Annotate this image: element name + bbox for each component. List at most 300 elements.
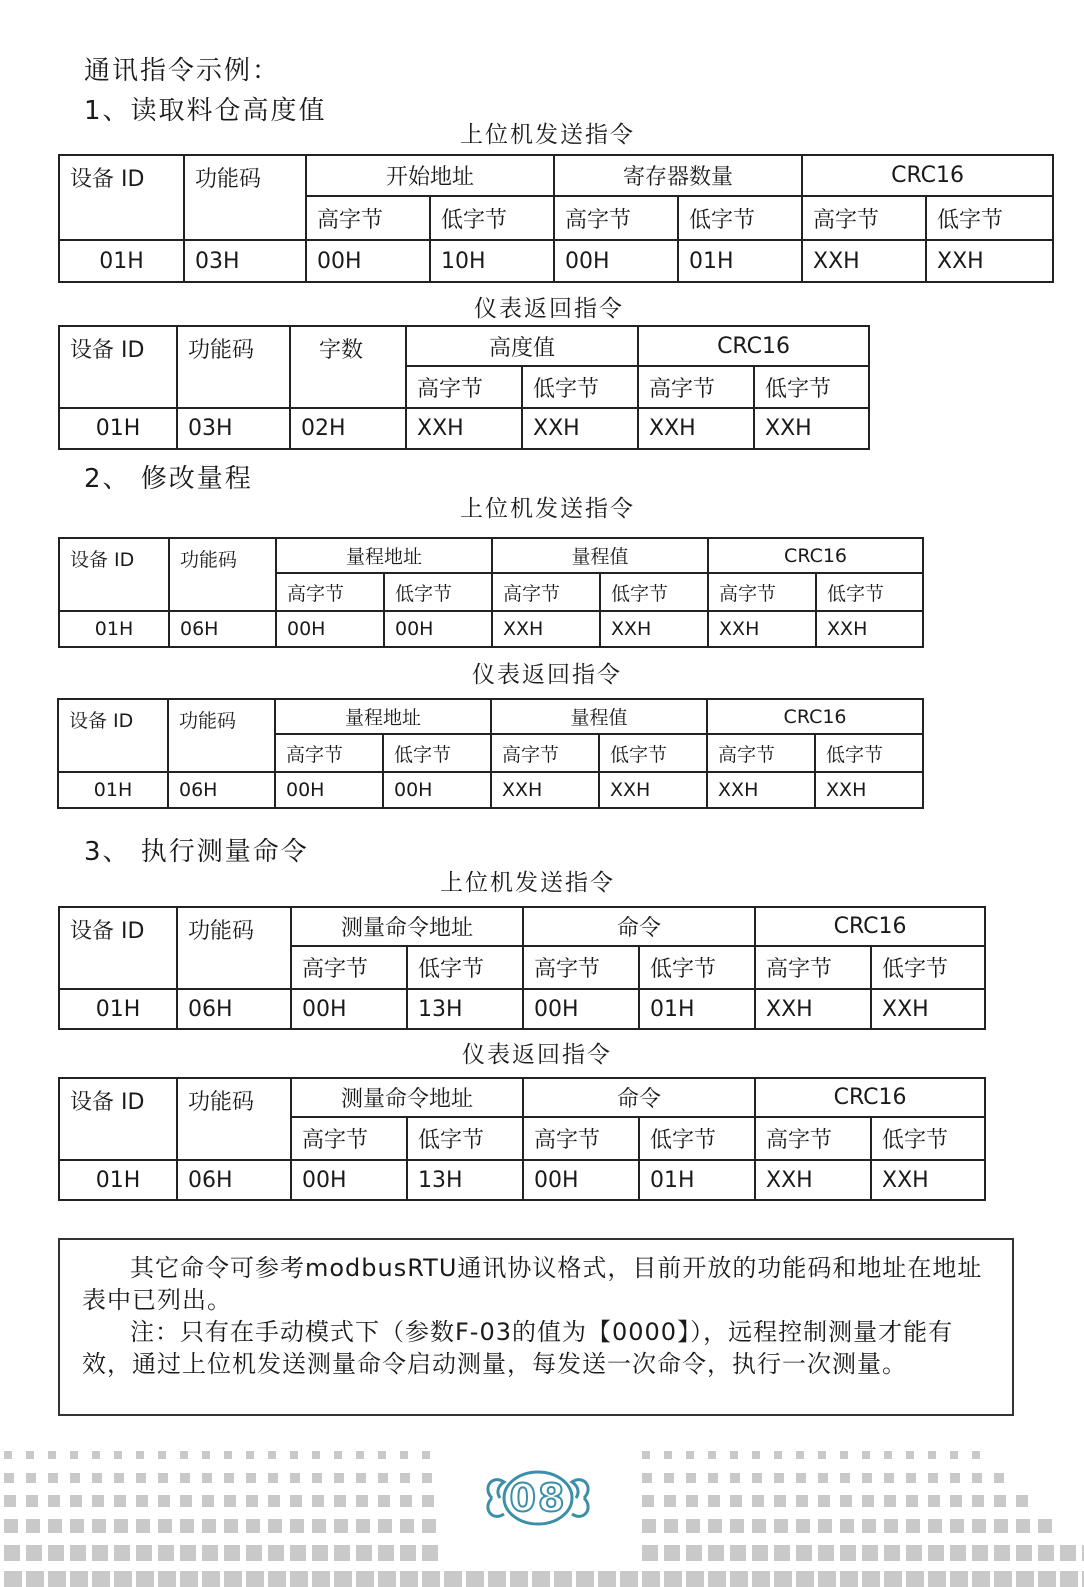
footer-dot <box>796 1451 804 1459</box>
section-1-send-caption: 上位机发送指令 <box>460 122 635 148</box>
header-low-byte: 低字节 <box>754 366 869 408</box>
footer-dot <box>862 1519 876 1533</box>
footer-dot <box>268 1571 286 1587</box>
footer-dot <box>4 1473 14 1483</box>
cell-value: 00H <box>554 240 678 282</box>
cell-value: XXH <box>802 240 926 282</box>
footer-dot <box>202 1451 210 1459</box>
header-high-byte: 高字节 <box>492 573 600 611</box>
footer-dot <box>180 1519 194 1533</box>
footer-dot <box>312 1451 320 1459</box>
footer-dot <box>246 1495 258 1507</box>
footer-dot <box>334 1451 342 1459</box>
footer-dot <box>818 1571 836 1587</box>
header-function-code: 功能码 <box>168 699 275 772</box>
footer-dot <box>906 1545 922 1561</box>
cell-value: 01H <box>59 611 169 647</box>
page-number: 08 <box>509 1476 567 1520</box>
cell-value: XXH <box>491 772 599 808</box>
footer-dot <box>136 1519 150 1533</box>
header-low-byte: 低字节 <box>871 1117 985 1160</box>
cell-value: 01H <box>59 408 177 449</box>
header-high-byte: 高字节 <box>523 946 639 989</box>
cell-value: XXH <box>522 408 638 449</box>
footer-dot <box>906 1473 916 1483</box>
footer-dot <box>400 1519 414 1533</box>
footer-dot <box>158 1571 176 1587</box>
header-high-byte: 高字节 <box>755 946 871 989</box>
footer-dot <box>4 1451 12 1459</box>
header-device-id: 设备 ID <box>59 907 177 989</box>
footer-dot <box>994 1473 1004 1483</box>
footer-dot <box>664 1473 674 1483</box>
footer-dot <box>356 1451 364 1459</box>
header-high-byte: 高字节 <box>291 946 407 989</box>
section-1-heading: 1、读取料仓高度值 <box>84 96 327 126</box>
header-group: CRC16 <box>708 538 923 573</box>
footer-dot <box>730 1545 746 1561</box>
footer-dot <box>70 1473 80 1483</box>
footer-dot <box>884 1451 892 1459</box>
cell-value: XXH <box>492 611 600 647</box>
footer-dot <box>400 1571 418 1587</box>
section-2-heading: 2、 修改量程 <box>84 464 253 494</box>
footer-dot <box>708 1571 726 1587</box>
footer-dot <box>686 1519 700 1533</box>
footer-dot <box>224 1473 234 1483</box>
header-low-byte: 低字节 <box>384 573 492 611</box>
footer-dot <box>950 1545 966 1561</box>
footer-dot <box>972 1519 986 1533</box>
footer-dot <box>180 1473 190 1483</box>
footer-dot <box>598 1571 616 1587</box>
footer-dot <box>928 1495 940 1507</box>
section-2-send-table <box>58 537 924 648</box>
header-device-id: 设备 ID <box>59 155 184 240</box>
footer-dot <box>752 1495 764 1507</box>
footer-dot <box>466 1571 484 1587</box>
footer-dot <box>334 1473 344 1483</box>
header-group: 寄存器数量 <box>554 155 802 196</box>
footer-dot <box>312 1495 324 1507</box>
header-word-count: 字数 <box>290 326 406 408</box>
footer-dot <box>862 1473 872 1483</box>
footer-dot <box>136 1495 148 1507</box>
footer-dot <box>796 1571 814 1587</box>
footer-dot <box>928 1451 936 1459</box>
cell-value: 00H <box>291 989 407 1029</box>
footer-dot <box>642 1495 654 1507</box>
footer-dot <box>796 1519 810 1533</box>
footer-dot <box>642 1473 652 1483</box>
footer-dot <box>708 1451 716 1459</box>
footer-dot <box>202 1545 218 1561</box>
footer-dot <box>70 1545 86 1561</box>
header-function-code: 功能码 <box>177 907 291 989</box>
header-group: 测量命令地址 <box>291 907 523 946</box>
footer-dot <box>796 1495 808 1507</box>
footer-dot <box>840 1519 854 1533</box>
footer-dot <box>70 1495 82 1507</box>
footer-dot <box>246 1451 254 1459</box>
footer-dot <box>950 1519 964 1533</box>
footer-dot <box>752 1451 760 1459</box>
cell-value: 01H <box>639 989 755 1029</box>
footer-dot <box>26 1495 38 1507</box>
header-low-byte: 低字节 <box>815 734 923 772</box>
cell-value: 01H <box>59 240 184 282</box>
footer-dot <box>136 1571 154 1587</box>
cell-value: XXH <box>600 611 708 647</box>
header-group: 命令 <box>523 907 755 946</box>
footer-dot <box>950 1473 960 1483</box>
cell-value: 03H <box>184 240 306 282</box>
cell-value: XXH <box>815 772 923 808</box>
cell-value: XXH <box>926 240 1053 282</box>
footer-dot <box>158 1451 166 1459</box>
footer-dot <box>818 1545 834 1561</box>
header-group: CRC16 <box>638 326 869 366</box>
footer-dot <box>92 1473 102 1483</box>
footer-dot <box>708 1495 720 1507</box>
footer-dot <box>26 1519 40 1533</box>
footer-dot <box>180 1545 196 1561</box>
footer-dot <box>158 1473 168 1483</box>
footer-dot <box>884 1519 898 1533</box>
cell-value: 13H <box>407 989 523 1029</box>
footer-dot <box>730 1473 740 1483</box>
footer-dot <box>620 1571 638 1587</box>
header-group: CRC16 <box>707 699 923 734</box>
cell-value: 06H <box>177 989 291 1029</box>
section-1-reply-table <box>58 325 870 450</box>
footer-dot <box>92 1495 104 1507</box>
header-low-byte: 低字节 <box>522 366 638 408</box>
footer-dot <box>136 1545 152 1561</box>
cell-value: XXH <box>755 989 871 1029</box>
footer-dot <box>334 1519 348 1533</box>
cell-value: 00H <box>384 611 492 647</box>
footer-dot <box>92 1519 106 1533</box>
cell-value: XXH <box>406 408 522 449</box>
section-3-heading: 3、 执行测量命令 <box>84 837 309 867</box>
header-high-byte: 高字节 <box>638 366 754 408</box>
footer-dot <box>862 1451 870 1459</box>
footer-dot <box>862 1495 874 1507</box>
footer-dot <box>202 1571 220 1587</box>
footer-dot <box>422 1495 434 1507</box>
cell-value: 02H <box>290 408 406 449</box>
page-title: 通讯指令示例： <box>84 56 281 86</box>
section-2-reply-table <box>57 698 924 809</box>
footer-dot <box>158 1495 170 1507</box>
header-high-byte: 高字节 <box>306 196 430 240</box>
footer-dot <box>114 1473 124 1483</box>
footer-dot <box>884 1545 900 1561</box>
header-low-byte: 低字节 <box>383 734 491 772</box>
footer-dot <box>994 1495 1006 1507</box>
footer-dot <box>840 1571 858 1587</box>
cell-value: XXH <box>871 989 985 1029</box>
footer-dot <box>378 1571 396 1587</box>
footer-dot <box>510 1571 528 1587</box>
cell-value: XXH <box>871 1160 985 1200</box>
footer-dot <box>488 1571 506 1587</box>
header-high-byte: 高字节 <box>707 734 815 772</box>
header-group: 开始地址 <box>306 155 554 196</box>
footer-dot <box>224 1571 242 1587</box>
footer-dot <box>950 1451 958 1459</box>
footer-dot <box>862 1571 880 1587</box>
footer-dot <box>994 1519 1008 1533</box>
footer-dot <box>268 1473 278 1483</box>
footer-dot <box>268 1519 282 1533</box>
footer-dot <box>708 1519 722 1533</box>
footer-dot <box>26 1545 42 1561</box>
footer-dot <box>642 1451 650 1459</box>
footer-dot <box>378 1451 386 1459</box>
header-device-id: 设备 ID <box>59 326 177 408</box>
footer-dot <box>400 1473 410 1483</box>
footer-dot <box>686 1495 698 1507</box>
footer-dot <box>378 1519 392 1533</box>
footer-dot <box>400 1545 416 1561</box>
header-device-id: 设备 ID <box>59 538 169 611</box>
footer-dot <box>114 1519 128 1533</box>
cell-value: 01H <box>59 989 177 1029</box>
footer-dot <box>642 1519 656 1533</box>
section-3-send-caption: 上位机发送指令 <box>440 870 615 896</box>
section-1-reply-caption: 仪表返回指令 <box>474 296 624 322</box>
footer-dot <box>1038 1519 1052 1533</box>
footer-dot <box>686 1451 694 1459</box>
cell-value: 06H <box>169 611 276 647</box>
page-number-badge <box>478 1458 598 1538</box>
footer-dot <box>26 1451 34 1459</box>
header-low-byte: 低字节 <box>430 196 554 240</box>
cell-value: 10H <box>430 240 554 282</box>
footer-dot <box>378 1495 390 1507</box>
footer-dot <box>246 1473 256 1483</box>
footer-dot <box>862 1545 878 1561</box>
footer-dot <box>290 1571 308 1587</box>
section-1-send-table <box>58 154 1054 283</box>
section-2-send-caption: 上位机发送指令 <box>460 496 635 522</box>
footer-dot <box>202 1519 216 1533</box>
cell-value: 03H <box>177 408 290 449</box>
header-high-byte: 高字节 <box>291 1117 407 1160</box>
footer-dot <box>334 1571 352 1587</box>
footer-dot <box>48 1571 66 1587</box>
header-low-byte: 低字节 <box>816 573 923 611</box>
footer-dot <box>1038 1571 1056 1587</box>
footer-dot <box>290 1473 300 1483</box>
header-function-code: 功能码 <box>177 326 290 408</box>
footer-dot <box>224 1545 240 1561</box>
header-low-byte: 低字节 <box>639 946 755 989</box>
footer-dot <box>92 1545 108 1561</box>
footer-dot <box>686 1545 702 1561</box>
footer-dot <box>884 1473 894 1483</box>
header-function-code: 功能码 <box>184 155 306 240</box>
footer-dot <box>664 1495 676 1507</box>
cell-value: 00H <box>276 611 384 647</box>
footer-dot <box>312 1545 328 1561</box>
footer-dot <box>972 1545 988 1561</box>
cell-value: 01H <box>59 1160 177 1200</box>
footer-dot <box>730 1495 742 1507</box>
header-high-byte: 高字节 <box>491 734 599 772</box>
footer-dot <box>928 1519 942 1533</box>
header-low-byte: 低字节 <box>407 946 523 989</box>
footer-dot <box>158 1545 174 1561</box>
cell-value: 00H <box>523 1160 639 1200</box>
header-function-code: 功能码 <box>169 538 276 611</box>
header-high-byte: 高字节 <box>802 196 926 240</box>
footer-dot <box>840 1451 848 1459</box>
footer-dot <box>1016 1545 1032 1561</box>
footer-dot <box>906 1571 924 1587</box>
footer-dot <box>752 1571 770 1587</box>
cell-value: 00H <box>306 240 430 282</box>
footer-dot <box>246 1519 260 1533</box>
header-high-byte: 高字节 <box>708 573 816 611</box>
footer-dot <box>774 1519 788 1533</box>
footer-dot <box>92 1451 100 1459</box>
footer-dot <box>290 1451 298 1459</box>
header-group: CRC16 <box>802 155 1053 196</box>
section-3-reply-caption: 仪表返回指令 <box>462 1042 612 1068</box>
footer-dot <box>356 1545 372 1561</box>
header-low-byte: 低字节 <box>871 946 985 989</box>
footer-dot <box>356 1519 370 1533</box>
cell-value: XXH <box>599 772 707 808</box>
footer-dot <box>1060 1571 1078 1587</box>
header-group: CRC16 <box>755 1078 985 1117</box>
footer-dot <box>356 1495 368 1507</box>
footer-dot <box>202 1495 214 1507</box>
footer-dot <box>290 1519 304 1533</box>
footer-dot <box>994 1545 1010 1561</box>
footer-dot <box>730 1519 744 1533</box>
footer-dot <box>642 1545 658 1561</box>
footer-dot <box>774 1545 790 1561</box>
cell-value: 13H <box>407 1160 523 1200</box>
footer-dot <box>774 1451 782 1459</box>
section-3-reply-table <box>58 1077 986 1201</box>
cell-value: XXH <box>754 408 869 449</box>
header-device-id: 设备 ID <box>58 699 168 772</box>
header-group: 量程值 <box>492 538 708 573</box>
footer-dot <box>708 1545 724 1561</box>
footer-dot <box>730 1451 738 1459</box>
footer-dot <box>26 1571 44 1587</box>
footer-dot <box>752 1545 768 1561</box>
cell-value: XXH <box>638 408 754 449</box>
footer-dot <box>48 1451 56 1459</box>
section-3-send-table <box>58 906 986 1030</box>
footer-dot <box>422 1451 430 1459</box>
footer-dot <box>290 1545 306 1561</box>
footer-dot <box>400 1495 412 1507</box>
footer-dot <box>774 1571 792 1587</box>
footer-dot <box>422 1571 440 1587</box>
footer-dot <box>4 1495 16 1507</box>
header-high-byte: 高字节 <box>275 734 383 772</box>
footer-dot <box>356 1571 374 1587</box>
footer-dot <box>818 1451 826 1459</box>
cell-value: 01H <box>678 240 802 282</box>
footer-dot <box>246 1545 262 1561</box>
footer-dot <box>70 1571 88 1587</box>
footer-dot <box>48 1495 60 1507</box>
footer-dot <box>818 1473 828 1483</box>
footer-dot <box>378 1545 394 1561</box>
footer-dot <box>114 1571 132 1587</box>
footer-dot <box>1016 1495 1028 1507</box>
footer-dot <box>180 1451 188 1459</box>
footer-dot <box>180 1495 192 1507</box>
cell-value: 00H <box>291 1160 407 1200</box>
footer-dot <box>202 1473 212 1483</box>
note-paragraph: 其它命令可参考modbusRTU通讯协议格式，目前开放的功能码和地址在地址表中已列出。 <box>82 1254 983 1314</box>
footer-dot <box>686 1473 696 1483</box>
footer-dot <box>114 1451 122 1459</box>
footer-dot <box>576 1571 594 1587</box>
header-low-byte: 低字节 <box>926 196 1053 240</box>
footer-dot <box>950 1495 962 1507</box>
footer-dot <box>400 1451 408 1459</box>
footer-dot <box>906 1451 914 1459</box>
footer-dot <box>180 1571 198 1587</box>
footer-dot <box>796 1473 806 1483</box>
header-low-byte: 低字节 <box>639 1117 755 1160</box>
footer-dot <box>1060 1545 1076 1561</box>
footer-dot <box>664 1545 680 1561</box>
note-paragraph: 注：只有在手动模式下（参数F-03的值为【0000】），远程控制测量才能有效，通过上位机发送测量命令启动测量，每发送一次命令，执行一次测量。 <box>82 1318 954 1378</box>
footer-dot <box>268 1451 276 1459</box>
cell-value: XXH <box>755 1160 871 1200</box>
footer-dot <box>422 1545 438 1561</box>
footer-dot <box>884 1495 896 1507</box>
footer-dot <box>48 1545 64 1561</box>
cell-value: 00H <box>383 772 491 808</box>
footer-dot <box>972 1571 990 1587</box>
footer-dot <box>246 1571 264 1587</box>
footer-dot <box>26 1473 36 1483</box>
footer-dot <box>422 1473 432 1483</box>
cell-value: 06H <box>168 772 275 808</box>
cell-value: 01H <box>58 772 168 808</box>
header-high-byte: 高字节 <box>406 366 522 408</box>
footer-dot <box>356 1473 366 1483</box>
footer-dot <box>92 1571 110 1587</box>
footer-dot <box>136 1473 146 1483</box>
footer-dot <box>752 1519 766 1533</box>
footer-dot <box>4 1519 18 1533</box>
footer-dot <box>224 1519 238 1533</box>
header-low-byte: 低字节 <box>407 1117 523 1160</box>
header-high-byte: 高字节 <box>276 573 384 611</box>
footer-dot <box>642 1571 660 1587</box>
footer-dot <box>312 1473 322 1483</box>
header-group: 量程地址 <box>276 538 492 573</box>
header-function-code: 功能码 <box>177 1078 291 1160</box>
footer-dot <box>70 1519 84 1533</box>
footer-dot <box>972 1495 984 1507</box>
header-device-id: 设备 ID <box>59 1078 177 1160</box>
cell-value: 00H <box>523 989 639 1029</box>
